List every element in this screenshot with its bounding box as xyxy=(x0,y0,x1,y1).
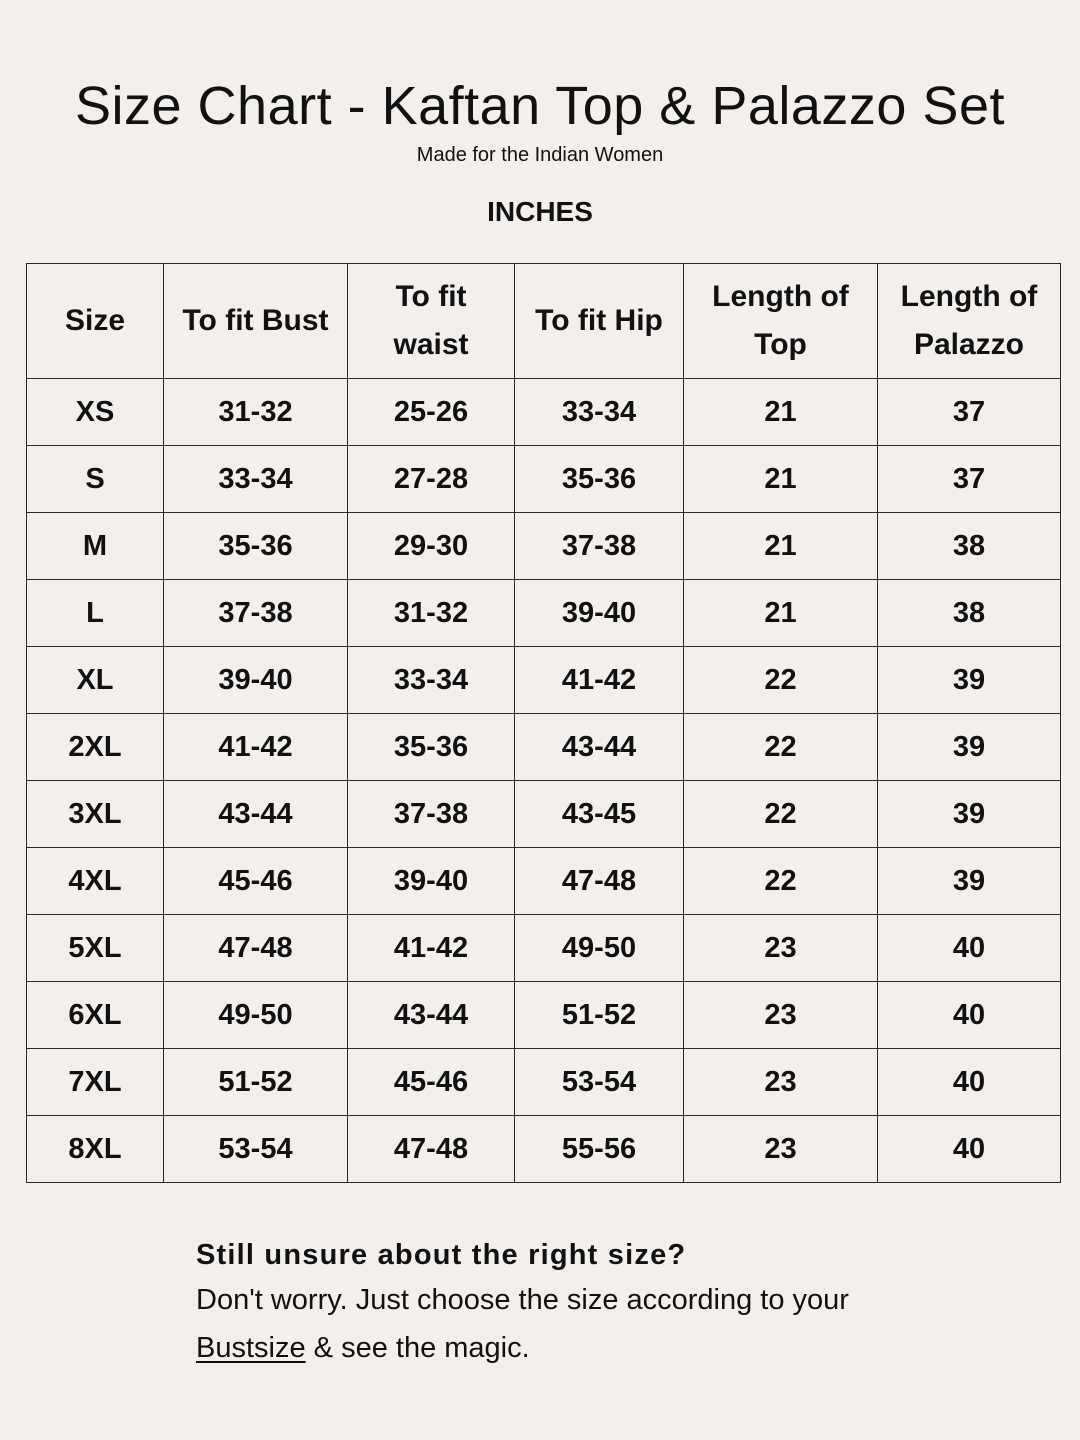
table-row xyxy=(27,379,1061,446)
cell-length-palazzo: 40 xyxy=(878,915,1061,982)
cell-bust: 53-54 xyxy=(164,1116,348,1183)
cell-length-palazzo: 39 xyxy=(878,714,1061,781)
cell-length-palazzo: 37 xyxy=(878,379,1061,446)
note-line-2-rest: & see the magic. xyxy=(305,1332,530,1364)
cell-length-palazzo: 38 xyxy=(878,580,1061,647)
cell-length-palazzo: 40 xyxy=(878,1116,1061,1183)
cell-waist: 47-48 xyxy=(348,1116,515,1183)
cell-length-palazzo: 40 xyxy=(878,1049,1061,1116)
cell-length-top: 22 xyxy=(684,848,878,915)
bustsize-link[interactable]: Bustsize xyxy=(196,1332,306,1364)
column-header-length-palazzo xyxy=(878,264,1061,379)
cell-waist: 25-26 xyxy=(348,379,515,446)
cell-hip: 43-45 xyxy=(515,781,684,848)
cell-hip: 35-36 xyxy=(515,446,684,513)
cell-length-palazzo: 38 xyxy=(878,513,1061,580)
cell-length-top: 23 xyxy=(684,1116,878,1183)
table-row xyxy=(27,580,1061,647)
table-row xyxy=(27,982,1061,1049)
cell-hip: 53-54 xyxy=(515,1049,684,1116)
cell-waist: 41-42 xyxy=(348,915,515,982)
cell-length-top: 22 xyxy=(684,647,878,714)
cell-size: XS xyxy=(27,379,164,446)
column-header-length-palazzo-label: Length of Palazzo xyxy=(900,280,1038,361)
cell-hip: 33-34 xyxy=(515,379,684,446)
cell-bust: 47-48 xyxy=(164,915,348,982)
cell-size: M xyxy=(27,513,164,580)
cell-length-top: 23 xyxy=(684,1049,878,1116)
cell-bust: 35-36 xyxy=(164,513,348,580)
cell-size: 8XL xyxy=(27,1116,164,1183)
table-row xyxy=(27,513,1061,580)
cell-size: XL xyxy=(27,647,164,714)
unit-label: INCHES xyxy=(487,196,593,227)
size-chart-table xyxy=(26,263,1061,1183)
cell-size: 6XL xyxy=(27,982,164,1049)
cell-hip: 47-48 xyxy=(515,848,684,915)
cell-bust: 45-46 xyxy=(164,848,348,915)
cell-hip: 41-42 xyxy=(515,647,684,714)
table-row xyxy=(27,848,1061,915)
cell-hip: 49-50 xyxy=(515,915,684,982)
table-row xyxy=(27,915,1061,982)
cell-hip: 55-56 xyxy=(515,1116,684,1183)
cell-waist: 43-44 xyxy=(348,982,515,1049)
cell-size: S xyxy=(27,446,164,513)
page-subtitle: Made for the Indian Women xyxy=(416,144,664,166)
table-row xyxy=(27,647,1061,714)
cell-waist: 37-38 xyxy=(348,781,515,848)
cell-length-palazzo: 39 xyxy=(878,781,1061,848)
cell-length-top: 22 xyxy=(684,714,878,781)
cell-waist: 33-34 xyxy=(348,647,515,714)
cell-hip: 43-44 xyxy=(515,714,684,781)
column-header-size: Size xyxy=(27,264,164,379)
cell-length-palazzo: 37 xyxy=(878,446,1061,513)
cell-length-palazzo: 39 xyxy=(878,647,1061,714)
cell-bust: 37-38 xyxy=(164,580,348,647)
cell-size: 3XL xyxy=(27,781,164,848)
column-header-waist xyxy=(348,264,515,379)
column-header-bust: To fit Bust xyxy=(164,264,348,379)
cell-size: L xyxy=(27,580,164,647)
table-body xyxy=(27,379,1061,1183)
column-header-waist-label: To fit waist xyxy=(393,280,469,361)
cell-length-top: 22 xyxy=(684,781,878,848)
page-title: Size Chart - Kaftan Top & Palazzo Set xyxy=(75,76,1005,136)
column-header-hip: To fit Hip xyxy=(515,264,684,379)
cell-hip: 37-38 xyxy=(515,513,684,580)
cell-waist: 39-40 xyxy=(348,848,515,915)
cell-bust: 33-34 xyxy=(164,446,348,513)
cell-bust: 31-32 xyxy=(164,379,348,446)
table-header-row xyxy=(27,264,1061,379)
cell-waist: 35-36 xyxy=(348,714,515,781)
cell-length-palazzo: 39 xyxy=(878,848,1061,915)
table-row xyxy=(27,781,1061,848)
cell-size: 2XL xyxy=(27,714,164,781)
size-help-note xyxy=(196,1234,1056,1372)
cell-bust: 39-40 xyxy=(164,647,348,714)
cell-bust: 43-44 xyxy=(164,781,348,848)
cell-waist: 45-46 xyxy=(348,1049,515,1116)
cell-hip: 51-52 xyxy=(515,982,684,1049)
cell-length-top: 21 xyxy=(684,580,878,647)
cell-waist: 27-28 xyxy=(348,446,515,513)
cell-length-top: 21 xyxy=(684,513,878,580)
cell-size: 7XL xyxy=(27,1049,164,1116)
cell-bust: 41-42 xyxy=(164,714,348,781)
column-header-length-top xyxy=(684,264,878,379)
cell-size: 4XL xyxy=(27,848,164,915)
cell-length-top: 23 xyxy=(684,915,878,982)
cell-bust: 49-50 xyxy=(164,982,348,1049)
cell-length-palazzo: 40 xyxy=(878,982,1061,1049)
cell-waist: 31-32 xyxy=(348,580,515,647)
cell-hip: 39-40 xyxy=(515,580,684,647)
cell-waist: 29-30 xyxy=(348,513,515,580)
note-line-1: Don't worry. Just choose the size according to your xyxy=(196,1284,849,1316)
cell-size: 5XL xyxy=(27,915,164,982)
cell-bust: 51-52 xyxy=(164,1049,348,1116)
cell-length-top: 21 xyxy=(684,446,878,513)
table-row xyxy=(27,446,1061,513)
table-row xyxy=(27,714,1061,781)
column-header-length-top-label: Length of Top xyxy=(712,280,849,361)
table-row xyxy=(27,1116,1061,1183)
table-row xyxy=(27,1049,1061,1116)
note-line-2 xyxy=(196,1324,1056,1372)
cell-length-top: 21 xyxy=(684,379,878,446)
note-heading: Still unsure about the right size? xyxy=(196,1239,687,1271)
cell-length-top: 23 xyxy=(684,982,878,1049)
